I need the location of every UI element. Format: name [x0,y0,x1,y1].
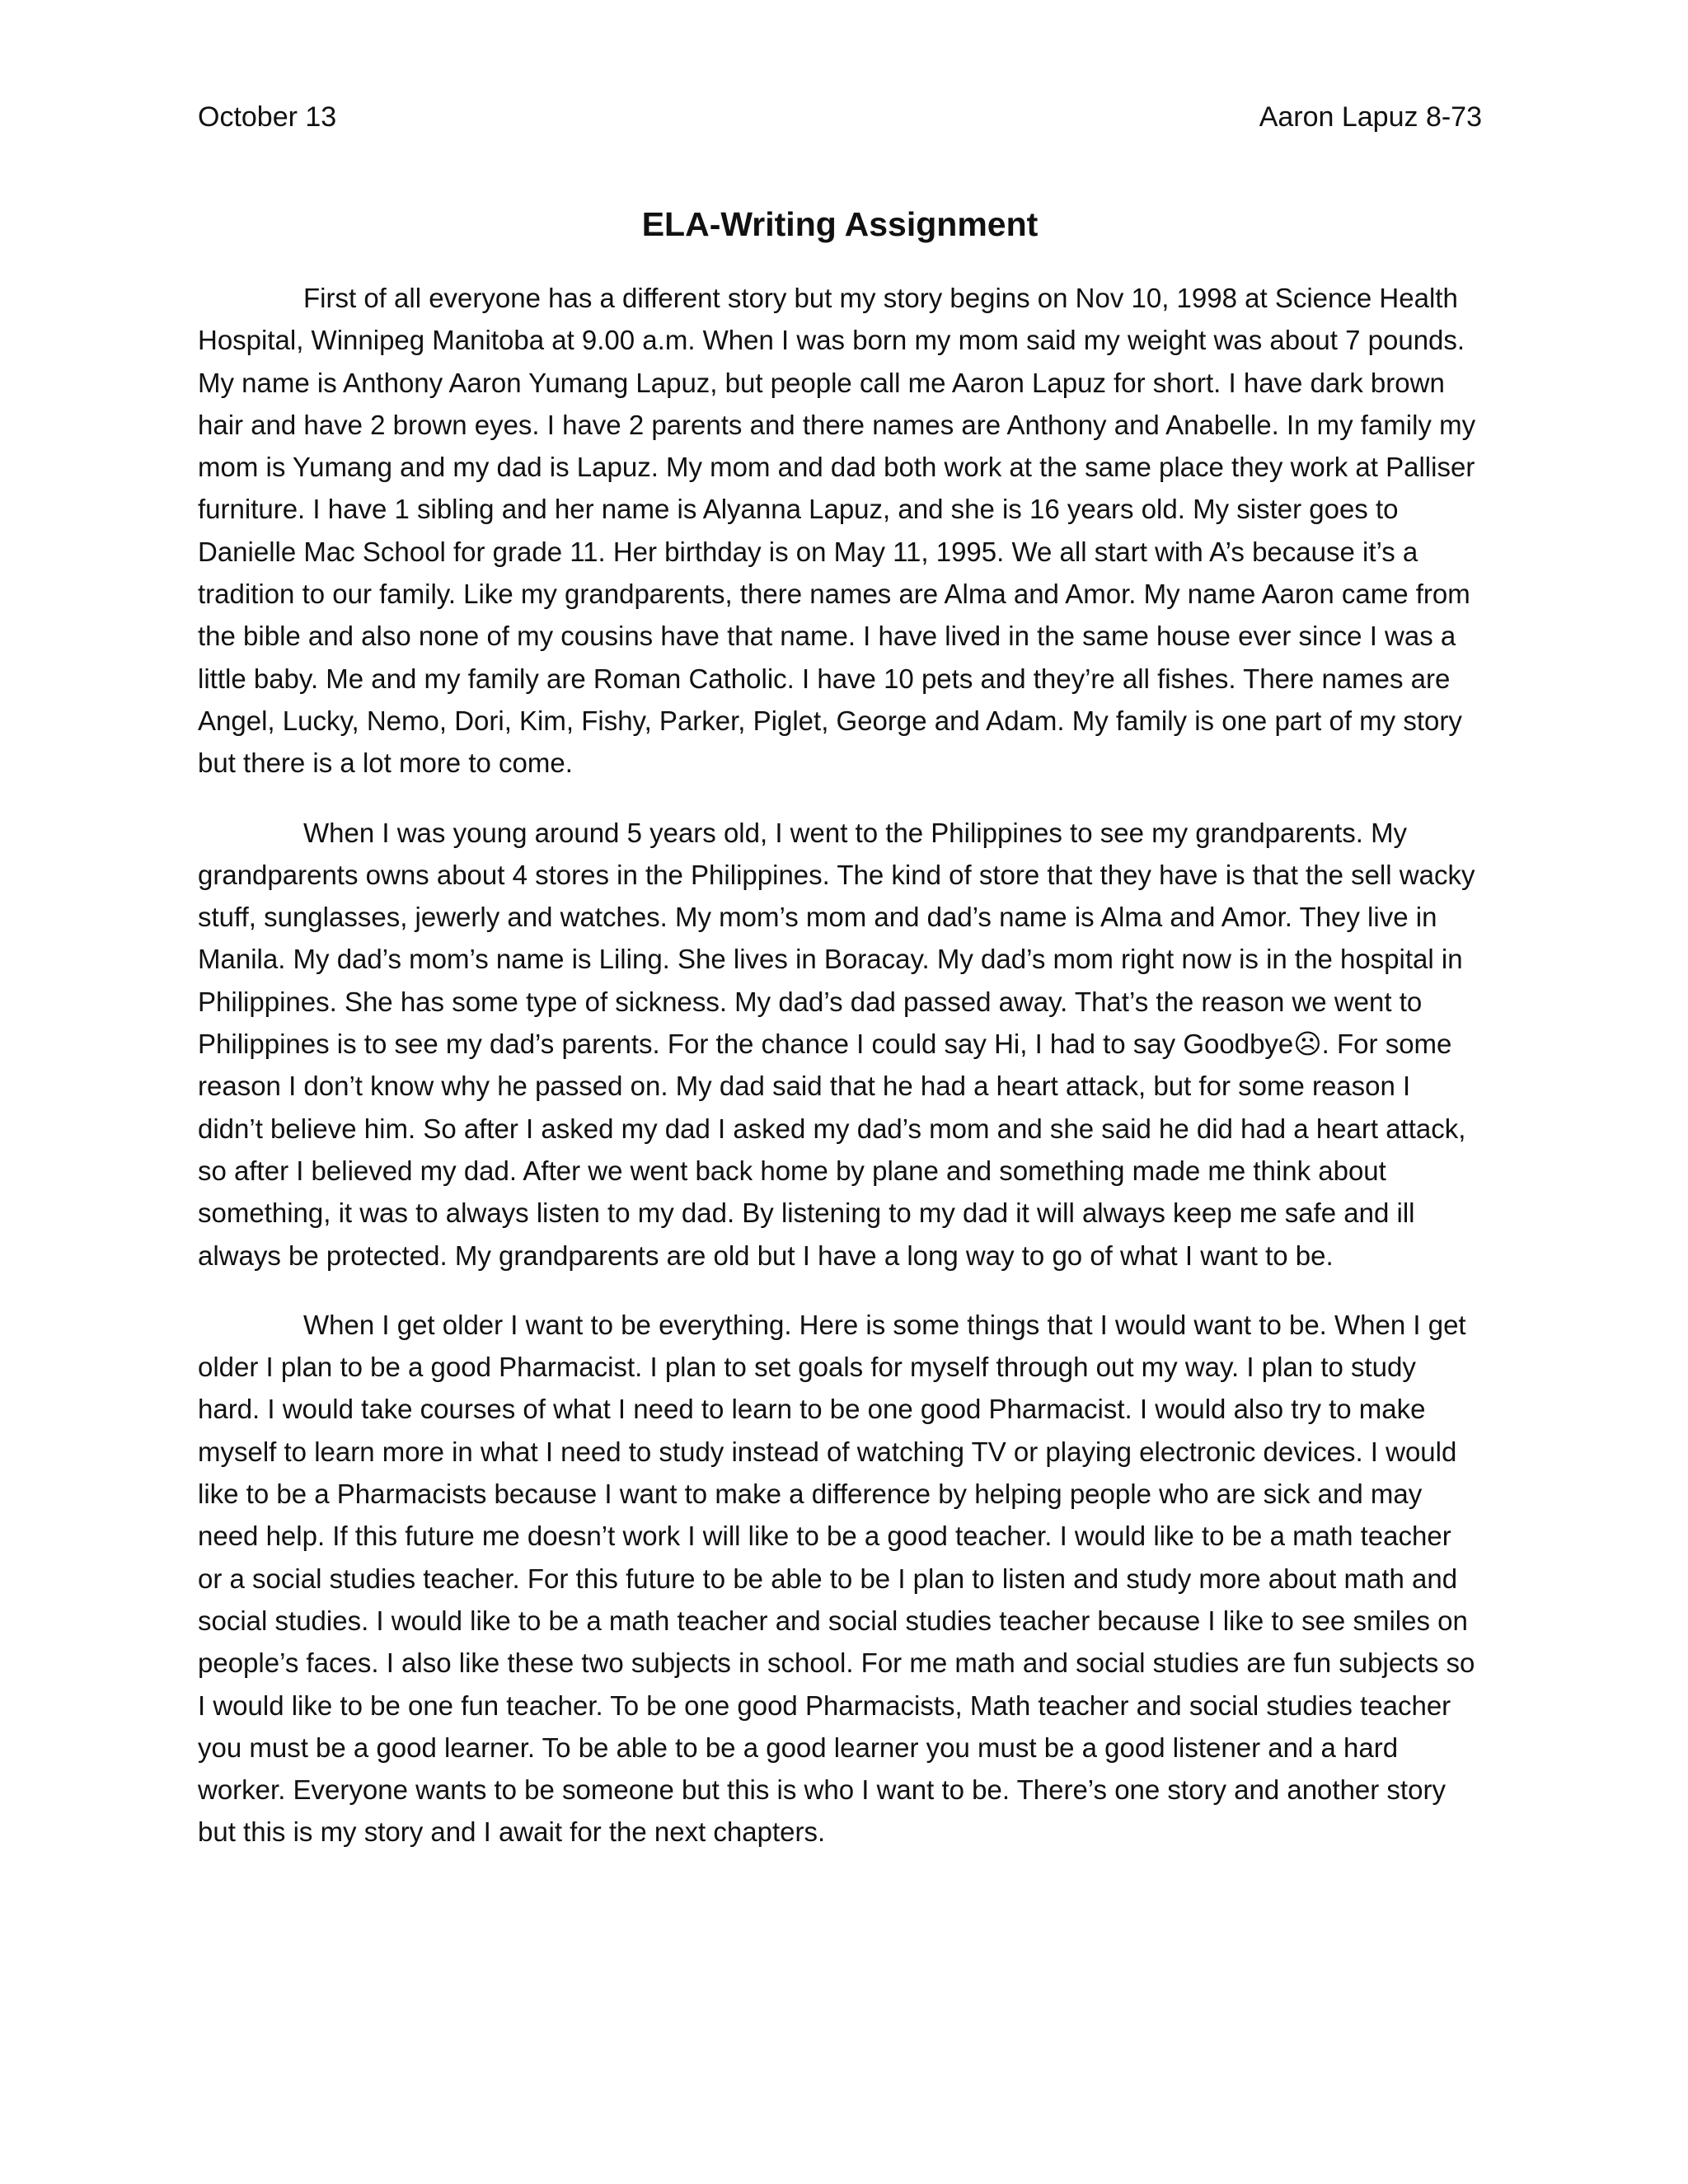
header-author: Aaron Lapuz 8-73 [1259,101,1482,133]
paragraph-3: When I get older I want to be everything. Here is some things that I would want to be. When I get older I plan to be a good Pharmacist. I plan to set goals for myself through out my way. I plan to study hard. I would take courses of what I need to learn to be one good Pharmacist. I would also try to make myself to learn more in what I need to study instead of watching TV or playing electronic devices. I would like to be a Pharmacists because I want to make a difference by helping people who are sick and may need help. If this future me doesn’t work I will like to be a good teacher. I would like to be a math teacher or a social studies teacher. For this future to be able to be I plan to listen and study more about math and social studies. I would like to be a math teacher and social studies teacher because I like to see smiles on people’s faces. I also like these two subjects in school. For me math and social studies are fun subjects so I would like to be one fun teacher. To be one good Pharmacists, Math teacher and social studies teacher you must be a good learner. To be able to be a good learner you must be a good listener and a hard worker. Everyone wants to be someone but this is who I want to be. There’s one story and another story but this is my story and I await for the next chapters. [198,1309,1475,1848]
paragraph-1: First of all everyone has a different story but my story begins on Nov 10, 1998 at Science Health Hospital, Winnipeg Manitoba at 9.00 a.m. When I was born my mom said my weight was about 7 pounds. My name is Anthony Aaron Yumang Lapuz, but people call me Aaron Lapuz for short. I have dark brown hair and have 2 brown eyes. I have 2 parents and there names are Anthony and Anabelle. In my family my mom is Yumang and my dad is Lapuz. My mom and dad both work at the same place they work at Palliser furniture. I have 1 sibling and her name is Alyanna Lapuz, and she is 16 years old. My sister goes to Danielle Mac School for grade 11. Her birthday is on May 11, 1995. We all start with A’s because it’s a tradition to our family. Like my grandparents, there names are Alma and Amor. My name Aaron came from the bible and also none of my cousins have that name. I have lived in the same house ever since I was a little baby. Me and my family are Roman Catholic. I have 10 pets and they’re all fishes. There names are Angel, Lucky, Nemo, Dori, Kim, Fishy, Parker, Piglet, George and Adam. My family is one part of my story but there is a lot more to come. [198,283,1476,779]
document-body [198,277,1482,1854]
page-header [198,97,1482,137]
header-date: October 13 [198,101,337,133]
paragraph-2: When I was young around 5 years old, I went to the Philippines to see my grandparents. My grandparents owns about 4 stores in the Philippines. The kind of store that they have is that the sell wacky stuff, sunglasses, jewerly and watches. My mom’s mom and dad’s name is Alma and Amor. They live in Manila. My dad’s mom’s name is Liling. She lives in Boracay. My dad’s mom right now is in the hospital in Philippines. She has some type of sickness. My dad’s dad passed away. That’s the reason we went to Philippines is to see my dad’s parents. For the chance I could say Hi, I had to say Goodbye☹. For some reason I don’t know why he passed on. My dad said that he had a heart attack, but for some reason I didn’t believe him. So after I asked my dad I asked my dad’s mom and she said he did had a heart attack, so after I believed my dad. After we went back home by plane and something made me think about something, it was to always listen to my dad. By listening to my dad it will always keep me safe and ill always be protected. My grandparents are old but I have a long way to go of what I want to be. [198,817,1475,1271]
document-title: ELA-Writing Assignment [641,205,1039,243]
